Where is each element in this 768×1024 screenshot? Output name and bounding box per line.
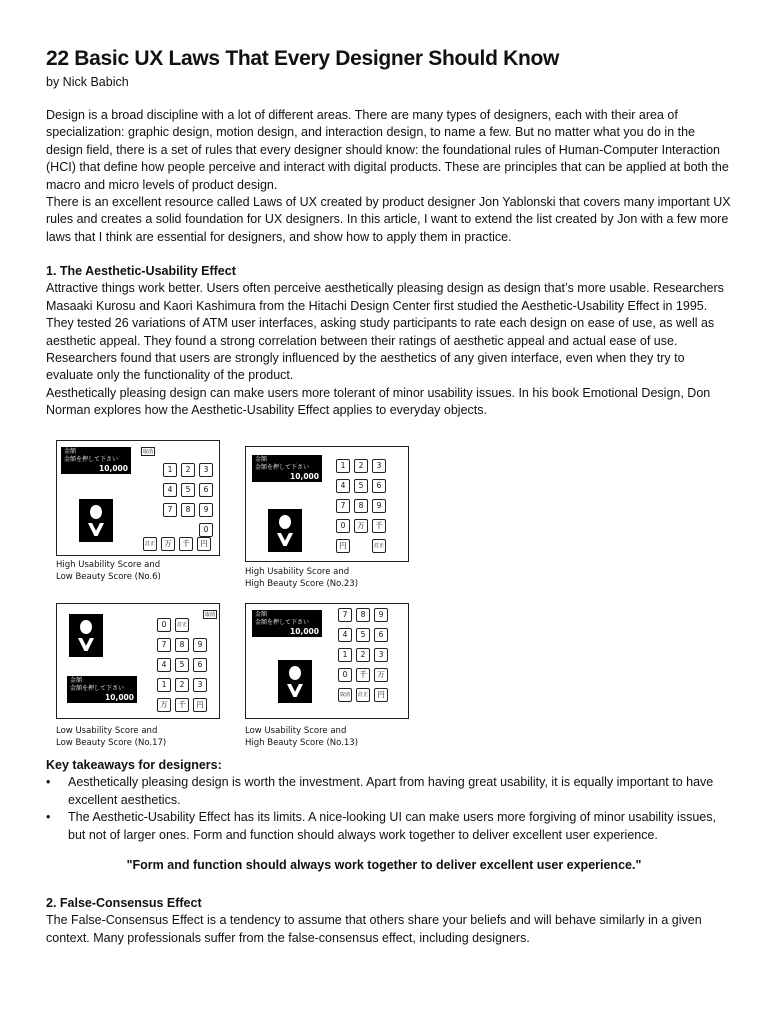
caption-line: High Beauty Score (No.13) bbox=[245, 738, 359, 748]
keypad-key: 8 bbox=[356, 608, 370, 622]
amount-display bbox=[252, 455, 322, 482]
unit-key: 円 bbox=[197, 537, 211, 551]
amount-display bbox=[252, 610, 322, 637]
keypad-key: 5 bbox=[181, 483, 195, 497]
takeaways-heading: Key takeaways for designers: bbox=[46, 758, 222, 772]
author-byline: by Nick Babich bbox=[46, 75, 129, 89]
atm-panel-no13 bbox=[245, 603, 409, 719]
bullet-icon: • bbox=[46, 810, 51, 825]
keypad-key: 千 bbox=[356, 668, 370, 682]
display-label: 金額 bbox=[64, 448, 77, 455]
keypad-spacer bbox=[354, 539, 368, 553]
display-label: 金額 bbox=[70, 677, 83, 684]
keypad-key: 円 bbox=[336, 539, 350, 553]
keypad-key: 5 bbox=[356, 628, 370, 642]
keypad-key: 8 bbox=[181, 503, 195, 517]
takeaways-list bbox=[46, 774, 732, 844]
page-title: 22 Basic UX Laws That Every Designer Should Know bbox=[46, 47, 560, 70]
atm-study-figure bbox=[56, 440, 412, 756]
keypad-key: 8 bbox=[175, 638, 189, 652]
keypad-key: 訂正 bbox=[175, 618, 189, 632]
keypad-key: 7 bbox=[157, 638, 171, 652]
keypad-key: 取消 bbox=[338, 688, 352, 702]
keypad bbox=[336, 459, 386, 553]
cancel-key-icon: 取消 bbox=[205, 612, 216, 618]
keypad-key: 2 bbox=[354, 459, 368, 473]
person-photo-icon bbox=[69, 614, 103, 657]
keypad-key: 千 bbox=[372, 519, 386, 533]
section-heading: 2. False-Consensus Effect bbox=[46, 896, 202, 910]
figure-caption bbox=[245, 725, 358, 749]
keypad-key: 6 bbox=[199, 483, 213, 497]
list-item bbox=[46, 809, 732, 844]
display-amount: 10,000 bbox=[105, 693, 134, 702]
keypad bbox=[338, 608, 388, 702]
keypad-key: 0 bbox=[338, 668, 352, 682]
keypad-key: 円 bbox=[193, 698, 207, 712]
keypad-key: 4 bbox=[336, 479, 350, 493]
intro-section bbox=[46, 107, 732, 246]
section-heading: 1. The Aesthetic-Usability Effect bbox=[46, 264, 236, 278]
caption-line: Low Beauty Score (No.17) bbox=[56, 738, 167, 748]
caption-line: Low Beauty Score (No.6) bbox=[56, 572, 161, 582]
person-photo-icon bbox=[278, 660, 312, 703]
keypad-spacer bbox=[163, 523, 177, 537]
amount-display bbox=[61, 447, 131, 474]
intro-paragraph: There is an excellent resource called Laws of UX created by product designer Jon Yablonski that covers many important UX rules and creates a solid foundation for UX designers. In this article, I want to extend the list created by Jon with a few more laws that I think are essential for designers, and show how to apply them in practice. bbox=[46, 195, 731, 244]
keypad-key: 9 bbox=[199, 503, 213, 517]
caption-line: High Usability Score and bbox=[245, 567, 350, 577]
display-amount: 10,000 bbox=[290, 627, 319, 636]
keypad-key: 6 bbox=[374, 628, 388, 642]
keypad-key: 6 bbox=[193, 658, 207, 672]
atm-panel-no23 bbox=[245, 446, 409, 562]
keypad-key: 円 bbox=[374, 688, 388, 702]
keypad-key: 0 bbox=[157, 618, 171, 632]
section-paragraph: The False-Consensus Effect is a tendency to assume that others share your beliefs and will behave similarly in a given context. Many professionals suffer from the false-consensus effect, including designers. bbox=[46, 913, 702, 945]
pull-quote: "Form and function should always work together to deliver excellent user experience." bbox=[126, 858, 642, 872]
atm-panel-no17 bbox=[56, 603, 220, 719]
person-photo-icon bbox=[268, 509, 302, 552]
unit-key: 万 bbox=[161, 537, 175, 551]
caption-line: High Usability Score and bbox=[56, 560, 161, 570]
section-aesthetic-usability bbox=[46, 263, 732, 420]
takeaways-section bbox=[46, 757, 732, 844]
caption-line: High Beauty Score (No.23) bbox=[245, 579, 359, 589]
cancel-key-icon: 取消 bbox=[143, 449, 154, 455]
person-photo-icon bbox=[79, 499, 113, 542]
keypad-key: 9 bbox=[372, 499, 386, 513]
keypad-key: 3 bbox=[199, 463, 213, 477]
keypad-key: 6 bbox=[372, 479, 386, 493]
keypad-key: 0 bbox=[336, 519, 350, 533]
display-prompt: 金額を押して下さい bbox=[255, 619, 310, 626]
keypad-spacer bbox=[181, 523, 195, 537]
keypad-key: 8 bbox=[354, 499, 368, 513]
section-paragraph: Attractive things work better. Users often perceive aesthetically pleasing design as design that’s more usable. Researchers Masaaki Kurosu and Kaori Kashimura from the Hitachi Design Center first studied the Aesthetic-Usability Effect in 1995. They tested 26 variations of ATM user interfaces, asking study participants to rate each design on ease of use, as well as aesthetic appeal. They found a strong correlation between their ratings of aesthetic appeal and actual ease of use. Researchers found that users are strongly influenced by the aesthetics of any given interface, even when they try to evaluate only the functionality of the product. bbox=[46, 281, 724, 383]
keypad-key: 2 bbox=[181, 463, 195, 477]
keypad-key: 万 bbox=[354, 519, 368, 533]
keypad-key: 7 bbox=[336, 499, 350, 513]
amount-display bbox=[67, 676, 137, 703]
list-item-text: The Aesthetic-Usability Effect has its limits. A nice-looking UI can make users more forgiving of minor usability issues, but not of larger ones. Form and function should always work together to deliver excellent user experience. bbox=[68, 810, 716, 842]
keypad-key: 4 bbox=[163, 483, 177, 497]
keypad-key: 1 bbox=[163, 463, 177, 477]
keypad bbox=[157, 618, 207, 712]
unit-keys bbox=[143, 537, 211, 551]
keypad-key: 2 bbox=[175, 678, 189, 692]
section-paragraph: Aesthetically pleasing design can make users more tolerant of minor usability issues. In his book Emotional Design, Don Norman explores how the Aesthetic-Usability Effect applies to everyday objects. bbox=[46, 385, 711, 418]
keypad-key: 万 bbox=[157, 698, 171, 712]
keypad-key: 5 bbox=[354, 479, 368, 493]
keypad-key: 9 bbox=[374, 608, 388, 622]
keypad-key: 5 bbox=[175, 658, 189, 672]
intro-paragraph: Design is a broad discipline with a lot of different areas. There are many types of designers, each with their area of specialization: graphic design, motion design, and interaction design, to name a few. But no matter what you do in the design field, there is a set of rules that every designer should know: the foundational rules of Human-Computer Interaction (HCI) that define how people perceive and interact with digital products. These are principles that can be applied at both the macro and micro levels of product design. bbox=[46, 108, 729, 192]
keypad-key: 訂正 bbox=[356, 688, 370, 702]
display-amount: 10,000 bbox=[290, 472, 319, 481]
keypad-key: 訂正 bbox=[372, 539, 386, 553]
keypad-key: 1 bbox=[336, 459, 350, 473]
caption-line: Low Usability Score and bbox=[245, 726, 347, 736]
atm-panel-no6 bbox=[56, 440, 220, 556]
keypad-key: 4 bbox=[157, 658, 171, 672]
unit-key: 訂正 bbox=[143, 537, 157, 551]
display-amount: 10,000 bbox=[99, 464, 128, 473]
keypad-key: 2 bbox=[356, 648, 370, 662]
keypad-key: 9 bbox=[193, 638, 207, 652]
figure-caption bbox=[245, 566, 358, 590]
keypad-key: 万 bbox=[374, 668, 388, 682]
keypad-key: 千 bbox=[175, 698, 189, 712]
display-label: 金額 bbox=[255, 611, 268, 618]
keypad-key: 3 bbox=[372, 459, 386, 473]
bullet-icon: • bbox=[46, 775, 51, 790]
unit-key: 千 bbox=[179, 537, 193, 551]
display-label: 金額 bbox=[255, 456, 268, 463]
figure-caption bbox=[56, 725, 166, 749]
list-item-text: Aesthetically pleasing design is worth the investment. Apart from having great usability, it is equally important to have excellent aesthetics. bbox=[68, 775, 714, 807]
display-prompt: 金額を押して下さい bbox=[255, 464, 310, 471]
keypad-key: 1 bbox=[338, 648, 352, 662]
keypad-key: 3 bbox=[374, 648, 388, 662]
display-prompt: 金額を押して下さい bbox=[70, 685, 125, 692]
keypad-key: 0 bbox=[199, 523, 213, 537]
list-item bbox=[46, 774, 732, 809]
section-false-consensus bbox=[46, 895, 732, 947]
keypad-spacer bbox=[193, 618, 207, 632]
keypad-key: 1 bbox=[157, 678, 171, 692]
keypad-key: 7 bbox=[338, 608, 352, 622]
caption-line: Low Usability Score and bbox=[56, 726, 158, 736]
display-prompt: 金額を押して下さい bbox=[64, 456, 119, 463]
figure-caption bbox=[56, 559, 161, 583]
keypad-key: 4 bbox=[338, 628, 352, 642]
keypad-key: 7 bbox=[163, 503, 177, 517]
keypad bbox=[163, 463, 213, 537]
keypad-key: 3 bbox=[193, 678, 207, 692]
